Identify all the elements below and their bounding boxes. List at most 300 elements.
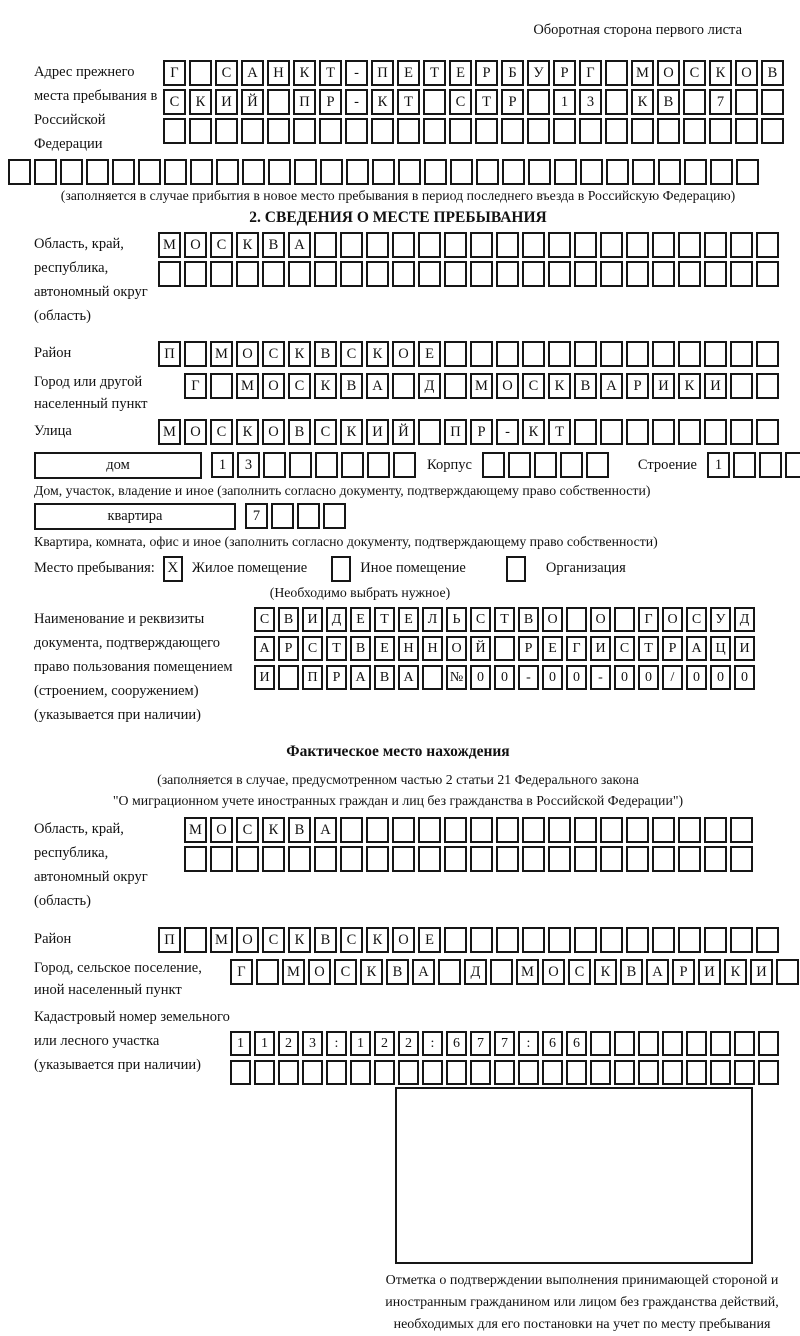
- char-cell: [579, 118, 602, 144]
- char-cell: [444, 341, 467, 367]
- char-cell: [438, 959, 461, 985]
- char-cell: 0: [686, 665, 707, 690]
- char-cell: Т: [374, 607, 395, 632]
- char-cell: [527, 118, 550, 144]
- char-cell: [574, 846, 597, 872]
- char-cell: 1: [254, 1031, 275, 1056]
- char-cell: О: [308, 959, 331, 985]
- char-cell: [422, 665, 443, 690]
- actual-district-block: [34, 927, 796, 953]
- char-cell: Т: [475, 89, 498, 115]
- char-cell: [490, 959, 513, 985]
- char-cell: [423, 118, 446, 144]
- char-cell: [254, 1060, 275, 1085]
- region-block: [34, 232, 796, 328]
- char-grid-row: [158, 232, 782, 258]
- char-cell: [652, 261, 675, 287]
- char-cell: К: [631, 89, 654, 115]
- char-cell: 7: [470, 1031, 491, 1056]
- char-cell: [522, 261, 545, 287]
- char-cell: [709, 118, 732, 144]
- char-cell: [730, 373, 753, 399]
- char-cell: А: [686, 636, 707, 661]
- char-cell: :: [422, 1031, 443, 1056]
- char-cell: [314, 261, 337, 287]
- char-cell: [776, 959, 799, 985]
- char-cell: Н: [398, 636, 419, 661]
- char-cell: [271, 503, 294, 529]
- char-cell: [534, 452, 557, 478]
- char-cell: [297, 503, 320, 529]
- char-cell: [502, 159, 525, 185]
- char-cell: Й: [241, 89, 264, 115]
- char-cell: -: [345, 89, 368, 115]
- char-cell: Д: [734, 607, 755, 632]
- char-cell: [600, 341, 623, 367]
- char-cell: Г: [566, 636, 587, 661]
- char-cell: [470, 1060, 491, 1085]
- street-label: Улица: [34, 423, 72, 439]
- char-grid-row: [230, 1060, 782, 1085]
- char-cell: [614, 1060, 635, 1085]
- char-cell: [638, 1060, 659, 1085]
- char-cell: [678, 341, 701, 367]
- actual-region-block: [34, 817, 796, 913]
- char-cell: [600, 261, 623, 287]
- char-cell: П: [158, 341, 181, 367]
- char-cell: Е: [397, 60, 420, 86]
- checkbox-residential: X: [163, 556, 183, 582]
- char-cell: [678, 232, 701, 258]
- char-cell: И: [704, 373, 727, 399]
- char-cell: О: [446, 636, 467, 661]
- char-cell: [366, 846, 389, 872]
- char-cell: [346, 159, 369, 185]
- char-cell: О: [496, 373, 519, 399]
- char-cell: [340, 817, 363, 843]
- char-cell: 1: [553, 89, 576, 115]
- char-cell: [315, 452, 338, 478]
- document-label: Наименование и реквизиты документа, подтверждающего право пользования помещением (строением, сооружением) (указывается при наличии): [34, 611, 233, 723]
- char-cell: Р: [518, 636, 539, 661]
- char-cell: М: [210, 927, 233, 953]
- char-cell: [658, 159, 681, 185]
- char-cell: В: [314, 341, 337, 367]
- char-cell: В: [620, 959, 643, 985]
- char-cell: А: [398, 665, 419, 690]
- char-cell: [350, 1060, 371, 1085]
- char-cell: [422, 1060, 443, 1085]
- char-grid-row: [163, 60, 787, 86]
- char-grid-row: [254, 607, 758, 632]
- char-cell: -: [590, 665, 611, 690]
- char-cell: [367, 452, 390, 478]
- char-cell: 2: [398, 1031, 419, 1056]
- char-cell: [496, 232, 519, 258]
- char-cell: В: [340, 373, 363, 399]
- char-cell: В: [278, 607, 299, 632]
- char-cell: [652, 232, 675, 258]
- char-cell: [470, 341, 493, 367]
- city-label: Город или другой населенный пункт: [34, 374, 148, 412]
- char-cell: И: [254, 665, 275, 690]
- char-cell: [652, 419, 675, 445]
- char-cell: А: [314, 817, 337, 843]
- actual-location-title: Фактическое место нахождения: [286, 743, 510, 760]
- char-cell: 1: [350, 1031, 371, 1056]
- char-cell: С: [334, 959, 357, 985]
- char-cell: [164, 159, 187, 185]
- char-cell: [444, 927, 467, 953]
- char-cell: [496, 846, 519, 872]
- char-cell: У: [710, 607, 731, 632]
- char-cell: В: [374, 665, 395, 690]
- char-cell: [374, 1060, 395, 1085]
- char-cell: [554, 159, 577, 185]
- prev-address-extra-row: [8, 159, 796, 185]
- char-cell: Н: [267, 60, 290, 86]
- apartment-caption: Квартира, комната, офис и иное (заполнить согласно документу, подтверждающему право собственности): [34, 534, 658, 549]
- char-cell: [590, 1060, 611, 1085]
- char-cell: С: [686, 607, 707, 632]
- char-cell: [184, 927, 207, 953]
- char-cell: [210, 373, 233, 399]
- char-cell: [470, 261, 493, 287]
- char-cell: [626, 261, 649, 287]
- char-cell: [392, 261, 415, 287]
- char-cell: [600, 927, 623, 953]
- char-cell: [652, 341, 675, 367]
- char-cell: [652, 817, 675, 843]
- char-cell: 7: [494, 1031, 515, 1056]
- char-cell: [730, 927, 753, 953]
- actual-district-label: Район: [34, 931, 72, 947]
- house-number-grid: [211, 452, 419, 478]
- char-cell: :: [518, 1031, 539, 1056]
- char-cell: С: [470, 607, 491, 632]
- char-cell: [449, 118, 472, 144]
- cadastral-block: [34, 1005, 796, 1085]
- char-cell: А: [254, 636, 275, 661]
- char-cell: [574, 232, 597, 258]
- actual-city-block: [34, 957, 796, 1001]
- actual-city-label: Город, сельское поселение, иной населенный пункт: [34, 960, 202, 998]
- char-cell: [326, 1060, 347, 1085]
- char-cell: О: [184, 232, 207, 258]
- char-cell: [605, 60, 628, 86]
- char-cell: [652, 927, 675, 953]
- char-cell: [210, 261, 233, 287]
- actual-region-grid: [184, 817, 756, 872]
- char-cell: И: [590, 636, 611, 661]
- char-cell: 1: [211, 452, 234, 478]
- char-cell: [756, 261, 779, 287]
- char-cell: Ь: [446, 607, 467, 632]
- char-grid-row: [230, 959, 800, 985]
- char-cell: С: [215, 60, 238, 86]
- char-cell: [184, 846, 207, 872]
- char-cell: №: [446, 665, 467, 690]
- char-cell: К: [522, 419, 545, 445]
- section2-title: 2. СВЕДЕНИЯ О МЕСТЕ ПРЕБЫВАНИЯ: [249, 209, 547, 226]
- char-cell: К: [366, 927, 389, 953]
- char-cell: [704, 232, 727, 258]
- document-block: [34, 607, 796, 727]
- char-cell: В: [314, 927, 337, 953]
- char-cell: И: [215, 89, 238, 115]
- char-cell: [522, 341, 545, 367]
- district-label: Район: [34, 345, 72, 361]
- char-cell: [424, 159, 447, 185]
- apartment-number-grid: [245, 503, 349, 529]
- char-cell: И: [698, 959, 721, 985]
- char-cell: [444, 261, 467, 287]
- char-cell: Р: [475, 60, 498, 86]
- char-cell: [678, 927, 701, 953]
- char-cell: П: [371, 60, 394, 86]
- char-cell: Р: [319, 89, 342, 115]
- char-cell: Е: [398, 607, 419, 632]
- char-cell: У: [527, 60, 550, 86]
- char-cell: [730, 341, 753, 367]
- char-cell: О: [184, 419, 207, 445]
- char-cell: Т: [638, 636, 659, 661]
- char-cell: 7: [245, 503, 268, 529]
- char-grid-row: [158, 261, 782, 287]
- char-cell: [314, 232, 337, 258]
- char-cell: [314, 846, 337, 872]
- char-cell: [392, 817, 415, 843]
- char-cell: [527, 89, 550, 115]
- char-cell: С: [340, 341, 363, 367]
- char-cell: К: [236, 419, 259, 445]
- char-cell: [683, 118, 706, 144]
- city-block: [34, 371, 796, 415]
- char-cell: О: [262, 373, 285, 399]
- char-cell: А: [600, 373, 623, 399]
- char-grid-row: [163, 118, 787, 144]
- option-other-premise-label: Иное помещение: [360, 560, 466, 576]
- char-cell: М: [236, 373, 259, 399]
- char-cell: [704, 419, 727, 445]
- char-cell: -: [518, 665, 539, 690]
- char-cell: М: [184, 817, 207, 843]
- char-cell: [684, 159, 707, 185]
- char-cell: [631, 118, 654, 144]
- stay-type-label: Место пребывания:: [34, 560, 155, 576]
- char-cell: В: [350, 636, 371, 661]
- char-cell: [600, 846, 623, 872]
- char-cell: [662, 1031, 683, 1056]
- char-cell: [710, 1060, 731, 1085]
- char-cell: [605, 118, 628, 144]
- char-cell: 0: [614, 665, 635, 690]
- char-cell: М: [158, 232, 181, 258]
- char-cell: 0: [638, 665, 659, 690]
- char-cell: И: [750, 959, 773, 985]
- char-cell: [733, 452, 756, 478]
- char-cell: К: [340, 419, 363, 445]
- char-cell: М: [516, 959, 539, 985]
- char-cell: О: [392, 341, 415, 367]
- char-cell: [522, 232, 545, 258]
- char-grid-row: [184, 846, 756, 872]
- char-cell: Р: [553, 60, 576, 86]
- document-grid: [254, 607, 758, 690]
- char-cell: А: [646, 959, 669, 985]
- char-cell: [138, 159, 161, 185]
- char-cell: [548, 232, 571, 258]
- char-cell: С: [210, 232, 233, 258]
- char-cell: [392, 232, 415, 258]
- char-cell: [548, 927, 571, 953]
- char-cell: О: [542, 607, 563, 632]
- char-cell: [553, 118, 576, 144]
- option-organization-label: Организация: [545, 560, 626, 576]
- char-cell: [418, 232, 441, 258]
- char-cell: [184, 261, 207, 287]
- char-cell: [548, 846, 571, 872]
- char-cell: К: [236, 232, 259, 258]
- actual-location-note-line2: "О миграционном учете иностранных граждан и лиц без гражданства в Российской Федерации"): [112, 793, 684, 808]
- char-cell: 7: [709, 89, 732, 115]
- char-cell: С: [449, 89, 472, 115]
- char-cell: [560, 452, 583, 478]
- char-cell: 6: [542, 1031, 563, 1056]
- char-cell: [345, 118, 368, 144]
- char-grid-row: [163, 89, 787, 115]
- char-cell: [652, 846, 675, 872]
- char-cell: [574, 341, 597, 367]
- char-cell: [323, 503, 346, 529]
- char-cell: [494, 636, 515, 661]
- char-cell: [163, 118, 186, 144]
- char-cell: С: [614, 636, 635, 661]
- char-cell: [678, 419, 701, 445]
- char-cell: С: [210, 419, 233, 445]
- char-cell: [662, 1060, 683, 1085]
- char-cell: [735, 89, 758, 115]
- char-cell: [548, 261, 571, 287]
- char-cell: [366, 261, 389, 287]
- char-cell: [341, 452, 364, 478]
- char-cell: [758, 1060, 779, 1085]
- char-cell: [423, 89, 446, 115]
- char-cell: [626, 846, 649, 872]
- char-cell: Л: [422, 607, 443, 632]
- char-cell: [418, 817, 441, 843]
- char-cell: [678, 846, 701, 872]
- char-cell: Т: [319, 60, 342, 86]
- char-cell: [758, 1031, 779, 1056]
- char-cell: И: [366, 419, 389, 445]
- char-cell: [566, 607, 587, 632]
- char-cell: [574, 419, 597, 445]
- char-cell: [574, 261, 597, 287]
- char-cell: [392, 373, 415, 399]
- char-cell: К: [293, 60, 316, 86]
- char-cell: [496, 261, 519, 287]
- char-cell: [158, 261, 181, 287]
- char-grid-row: [254, 665, 758, 690]
- char-cell: [730, 419, 753, 445]
- char-cell: [470, 232, 493, 258]
- char-cell: [398, 159, 421, 185]
- char-cell: В: [386, 959, 409, 985]
- char-cell: [756, 373, 779, 399]
- stroenie-label: Строение: [637, 457, 697, 473]
- char-cell: [710, 159, 733, 185]
- char-cell: [736, 159, 759, 185]
- char-cell: [605, 89, 628, 115]
- char-cell: [444, 373, 467, 399]
- char-cell: [626, 341, 649, 367]
- char-cell: [393, 452, 416, 478]
- char-cell: [600, 817, 623, 843]
- char-cell: Г: [230, 959, 253, 985]
- char-cell: К: [548, 373, 571, 399]
- char-cell: Е: [418, 927, 441, 953]
- char-cell: Й: [470, 636, 491, 661]
- actual-location-note-line1: (заполняется в случае, предусмотренном частью 2 статьи 21 Федерального закона: [157, 772, 639, 787]
- char-cell: Г: [184, 373, 207, 399]
- char-cell: [340, 261, 363, 287]
- char-cell: [759, 452, 782, 478]
- char-cell: [392, 846, 415, 872]
- char-cell: К: [262, 817, 285, 843]
- apartment-box-label: квартира: [34, 503, 236, 530]
- char-cell: С: [262, 927, 285, 953]
- char-cell: [756, 419, 779, 445]
- char-cell: О: [735, 60, 758, 86]
- char-cell: [678, 261, 701, 287]
- char-cell: Д: [464, 959, 487, 985]
- house-caption: Дом, участок, владение и иное (заполнить согласно документу, подтверждающему право собственности): [34, 483, 651, 498]
- char-cell: [289, 452, 312, 478]
- char-cell: И: [302, 607, 323, 632]
- char-cell: П: [302, 665, 323, 690]
- char-cell: [614, 607, 635, 632]
- char-cell: 0: [494, 665, 515, 690]
- char-cell: К: [371, 89, 394, 115]
- house-row: [34, 452, 796, 479]
- char-cell: [371, 118, 394, 144]
- char-cell: К: [288, 927, 311, 953]
- char-cell: О: [590, 607, 611, 632]
- char-cell: Р: [662, 636, 683, 661]
- char-cell: Т: [548, 419, 571, 445]
- char-cell: Й: [392, 419, 415, 445]
- street-block: [34, 419, 796, 445]
- char-cell: Е: [542, 636, 563, 661]
- char-cell: [470, 927, 493, 953]
- char-cell: В: [518, 607, 539, 632]
- checkbox-organization: [506, 556, 526, 582]
- char-cell: [508, 452, 531, 478]
- char-cell: О: [210, 817, 233, 843]
- char-cell: [501, 118, 524, 144]
- char-cell: Т: [326, 636, 347, 661]
- char-cell: О: [236, 341, 259, 367]
- char-cell: [366, 232, 389, 258]
- house-box-label: дом: [34, 452, 202, 479]
- char-cell: [496, 341, 519, 367]
- char-cell: Б: [501, 60, 524, 86]
- char-cell: [302, 1060, 323, 1085]
- char-cell: [518, 1060, 539, 1085]
- char-cell: С: [236, 817, 259, 843]
- char-cell: С: [683, 60, 706, 86]
